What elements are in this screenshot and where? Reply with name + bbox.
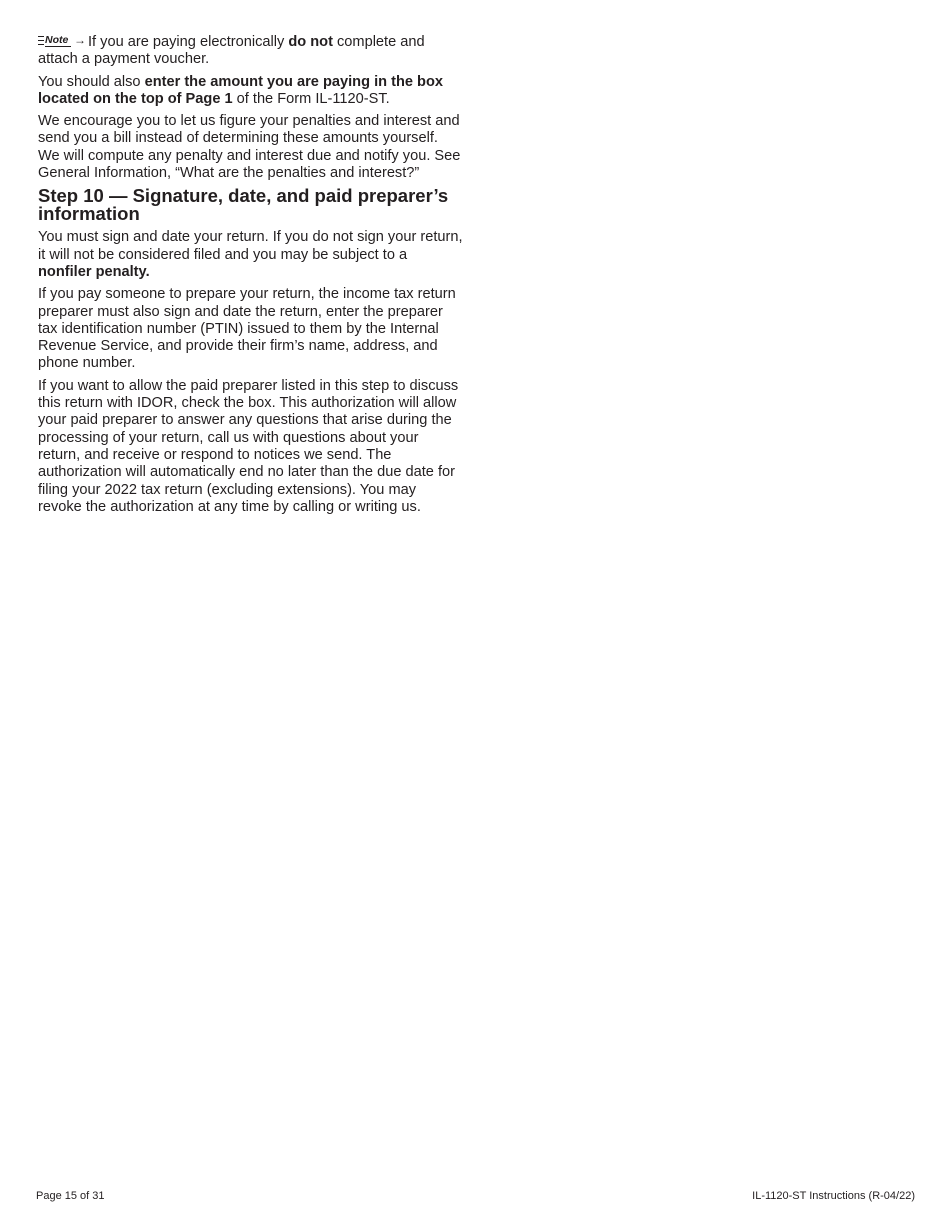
penalty-interest-paragraph: We encourage you to let us figure your penalties and interest and send you a bill instead of determining these amounts yourself. We will compute any penalty and interest due and notify you. See General Information, “What are the penalties and interest?”	[38, 113, 461, 182]
arrow-right-icon: →	[74, 33, 86, 47]
step-10-heading: Step 10 — Signature, date, and paid preparer’s information	[38, 185, 449, 224]
sign-text-bold: nonfiler penalty.	[38, 263, 150, 280]
amount-text-bold: enter the amount you are paying in the box located on the top of Page 1	[38, 73, 443, 107]
note-badge-label: Note	[45, 34, 71, 47]
note-paragraph	[38, 34, 463, 69]
sign-text-before: You must sign and date your return. If you do not sign your return, it will not be considered filed and you may be subject to a	[38, 229, 463, 263]
form-identifier: IL-1120-ST Instructions (R-04/22)	[752, 1190, 915, 1202]
note-lines-mark	[38, 36, 44, 45]
preparer-paragraph: If you pay someone to prepare your return, the income tax return preparer must also sign and date the return, enter the preparer tax identification number (PTIN) issued to them by the Internal Revenue Service, and provide their firm’s name, address, and phone number.	[38, 286, 456, 372]
note-text-before: If you are paying electronically	[88, 34, 289, 50]
sign-paragraph	[38, 229, 463, 281]
amount-text-before: You should also	[38, 73, 145, 90]
note-text-bold: do not	[288, 34, 333, 50]
note-icon	[38, 34, 86, 47]
note-text-after: complete and attach a payment voucher.	[38, 34, 425, 68]
amount-text-after: of the Form IL-1120-ST.	[232, 90, 390, 107]
authorization-paragraph: If you want to allow the paid preparer listed in this step to discuss this return with IDOR, check the box. This authorization will allow your paid preparer to answer any questions that arise during the processing of your return, call us with questions about your return, and receive or respond to notices we send. The authorization will automatically end no later than the due date for filing your 2022 tax return (excluding extensions). You may revoke the authorization at any time by calling or writing us.	[38, 377, 459, 515]
page-number: Page 15 of 31	[36, 1190, 105, 1202]
instructions-column	[38, 34, 463, 521]
amount-paragraph	[38, 74, 463, 109]
